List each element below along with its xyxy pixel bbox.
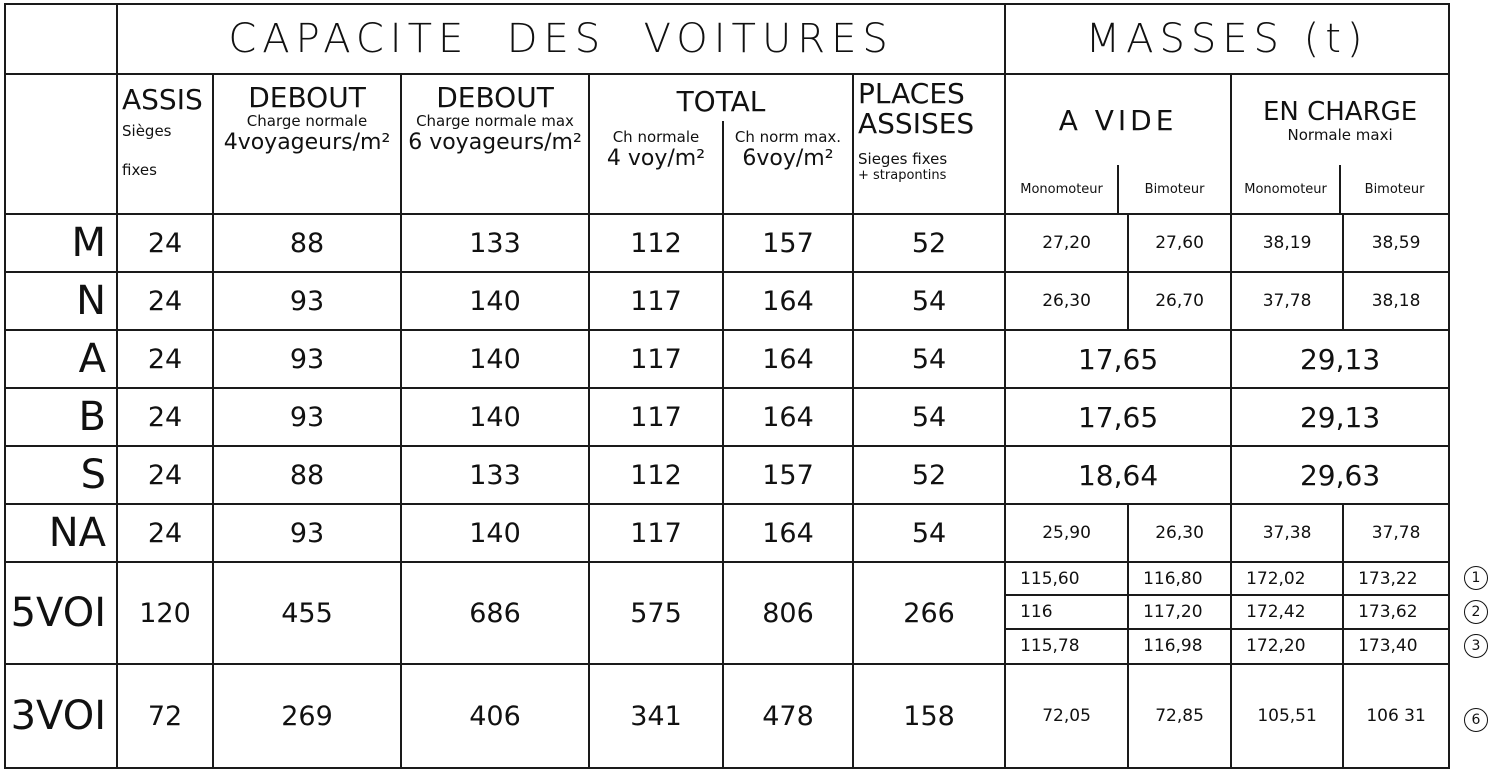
cell-debout2: 133 (401, 446, 589, 504)
header-places-sub1: Sieges fixes (858, 150, 948, 168)
cell-assis: 24 (117, 446, 213, 504)
cell-debout2: 140 (401, 330, 589, 388)
variant-value: 115,60 (1006, 563, 1127, 596)
footnote-marker-3: 3 (1464, 634, 1488, 658)
cell-assis: 24 (117, 214, 213, 272)
cell-debout1: 455 (213, 562, 401, 664)
cell-places: 52 (853, 446, 1005, 504)
cell-charge-mono: 105,51 (1231, 664, 1343, 768)
header-places (853, 74, 1005, 214)
variant-value: 173,62 (1344, 596, 1448, 629)
header-debout2-sub: Charge normale max (416, 112, 574, 130)
cell-vide-bi: 26,70 (1128, 272, 1231, 330)
cell-debout2: 140 (401, 272, 589, 330)
cell-vide-bi-variants (1128, 562, 1231, 664)
cell-debout1: 269 (213, 664, 401, 768)
header-assis-sub1: Sièges (122, 122, 172, 140)
cell-charge-mono-variants (1231, 562, 1343, 664)
cell-debout1: 93 (213, 504, 401, 562)
variant-value: 116,80 (1129, 563, 1230, 596)
cell-total-max: 157 (723, 446, 853, 504)
cell-vide-bi: 27,60 (1128, 214, 1231, 272)
cell-total-max: 164 (723, 272, 853, 330)
cell-total-normal: 575 (589, 562, 723, 664)
row-label: A (5, 330, 117, 388)
cell-charge-mono: 37,78 (1231, 272, 1343, 330)
cell-total-normal: 117 (589, 504, 723, 562)
cell-vide-bi: 72,85 (1128, 664, 1231, 768)
header-total-normal (590, 121, 724, 213)
cell-places: 54 (853, 504, 1005, 562)
variant-value: 172,42 (1232, 596, 1342, 629)
cell-assis: 72 (117, 664, 213, 768)
cell-debout1: 88 (213, 214, 401, 272)
header-places-sub2: + strapontins (858, 168, 947, 183)
header-assis-label: ASSIS (122, 83, 203, 116)
cell-debout2: 406 (401, 664, 589, 768)
table-row (5, 562, 1449, 664)
header-a-vide-label: A VIDE (1058, 103, 1178, 137)
cell-total-normal: 341 (589, 664, 723, 768)
row-label: M (5, 214, 117, 272)
header-en-charge-bimoteur: Bimoteur (1364, 181, 1425, 197)
capacity-table (4, 3, 1450, 769)
header-places-label: PLACES (858, 77, 965, 110)
cell-places: 54 (853, 272, 1005, 330)
row-label: NA (5, 504, 117, 562)
variant-value: 116 (1006, 596, 1127, 629)
cell-vide: 17,65 (1005, 330, 1231, 388)
cell-places: 52 (853, 214, 1005, 272)
cell-charge-mono: 38,19 (1231, 214, 1343, 272)
cell-debout2: 140 (401, 504, 589, 562)
header-debout1 (213, 74, 401, 214)
cell-total-normal: 117 (589, 388, 723, 446)
footnote-marker-1: 1 (1464, 566, 1488, 590)
header-assis-sub2: fixes (122, 161, 157, 179)
row-label: S (5, 446, 117, 504)
header-en-charge-monomoteur: Monomoteur (1232, 165, 1341, 213)
cell-charge-bi-variants (1343, 562, 1449, 664)
cell-total-normal: 112 (589, 446, 723, 504)
header-en-charge-sub: Normale maxi (1287, 125, 1393, 144)
header-total (589, 74, 853, 214)
row-label: 5VOI (5, 562, 117, 664)
header-assis (117, 74, 213, 214)
header-debout2 (401, 74, 589, 214)
cell-assis: 120 (117, 562, 213, 664)
cell-assis: 24 (117, 388, 213, 446)
cell-charge: 29,13 (1231, 388, 1449, 446)
cell-vide: 18,64 (1005, 446, 1231, 504)
cell-vide-mono: 25,90 (1005, 504, 1128, 562)
cell-assis: 24 (117, 272, 213, 330)
table-row (5, 272, 1449, 330)
variant-value: 173,40 (1358, 636, 1418, 657)
footnote-markers (1464, 0, 1490, 775)
cell-places: 54 (853, 330, 1005, 388)
cell-debout1: 93 (213, 272, 401, 330)
title-capacite: CAPACITE DES VOITURES (117, 4, 1005, 74)
header-total-normal-sub: Ch normale (612, 128, 700, 146)
cell-total-max: 164 (723, 388, 853, 446)
cell-vide: 17,65 (1005, 388, 1231, 446)
cell-places: 54 (853, 388, 1005, 446)
cell-charge-bi: 38,59 (1343, 214, 1449, 272)
cell-vide-bi: 26,30 (1128, 504, 1231, 562)
cell-vide-mono: 26,30 (1005, 272, 1128, 330)
row-label: 3VOI (5, 664, 117, 768)
header-total-max-sub: Ch norm max. (734, 128, 842, 146)
cell-charge-bi: 106 31 (1343, 664, 1449, 768)
cell-total-max: 164 (723, 504, 853, 562)
header-total-max (724, 121, 852, 213)
variant-value: 173,22 (1344, 563, 1448, 596)
cell-total-max: 164 (723, 330, 853, 388)
cell-debout2: 686 (401, 562, 589, 664)
header-total-label: TOTAL (676, 85, 766, 118)
cell-charge-bi: 37,78 (1343, 504, 1449, 562)
table-row (5, 330, 1449, 388)
header-debout2-unit: 6 voyageurs/m² (408, 130, 582, 155)
cell-vide-mono: 72,05 (1005, 664, 1128, 768)
cell-places: 158 (853, 664, 1005, 768)
header-debout1-label: DEBOUT (248, 81, 366, 114)
cell-vide-mono: 27,20 (1005, 214, 1128, 272)
header-debout1-unit: 4voyageurs/m² (223, 130, 391, 155)
cell-total-max: 157 (723, 214, 853, 272)
variant-value: 115,78 (1020, 636, 1080, 657)
header-places-label2: ASSISES (858, 107, 975, 140)
cell-charge-bi: 38,18 (1343, 272, 1449, 330)
variant-value: 116,98 (1143, 636, 1203, 657)
cell-debout2: 133 (401, 214, 589, 272)
cell-total-normal: 117 (589, 330, 723, 388)
cell-places: 266 (853, 562, 1005, 664)
title-masses: MASSES (t) (1005, 4, 1449, 74)
table-row (5, 664, 1449, 768)
cell-charge: 29,13 (1231, 330, 1449, 388)
footnote-marker-6: 6 (1464, 708, 1488, 732)
cell-debout2: 140 (401, 388, 589, 446)
table-row (5, 388, 1449, 446)
header-corner (5, 74, 117, 214)
table-row (5, 504, 1449, 562)
row-label: B (5, 388, 117, 446)
header-en-charge-label: EN CHARGE (1262, 96, 1418, 127)
cell-total-max: 806 (723, 562, 853, 664)
header-debout2-label: DEBOUT (436, 81, 554, 114)
cell-assis: 24 (117, 504, 213, 562)
table-row (5, 446, 1449, 504)
header-a-vide-bimoteur: Bimoteur (1144, 181, 1205, 197)
table-row (5, 214, 1449, 272)
cell-assis: 24 (117, 330, 213, 388)
cell-debout1: 93 (213, 330, 401, 388)
cell-debout1: 93 (213, 388, 401, 446)
cell-charge: 29,63 (1231, 446, 1449, 504)
header-total-normal-unit: 4 voy/m² (606, 146, 706, 171)
header-a-vide (1005, 74, 1231, 214)
header-total-max-unit: 6voy/m² (742, 146, 834, 171)
cell-total-normal: 112 (589, 214, 723, 272)
row-label: N (5, 272, 117, 330)
footnote-marker-2: 2 (1464, 600, 1488, 624)
cell-debout1: 88 (213, 446, 401, 504)
variant-value: 117,20 (1129, 596, 1230, 629)
cell-charge-mono: 37,38 (1231, 504, 1343, 562)
variant-value: 172,02 (1232, 563, 1342, 596)
cell-vide-mono-variants (1005, 562, 1128, 664)
variant-value: 172,20 (1246, 636, 1306, 657)
corner-cell (5, 4, 117, 74)
header-a-vide-monomoteur: Monomoteur (1006, 165, 1119, 213)
cell-total-max: 478 (723, 664, 853, 768)
header-en-charge (1231, 74, 1449, 214)
header-debout1-sub: Charge normale (246, 112, 368, 130)
cell-total-normal: 117 (589, 272, 723, 330)
